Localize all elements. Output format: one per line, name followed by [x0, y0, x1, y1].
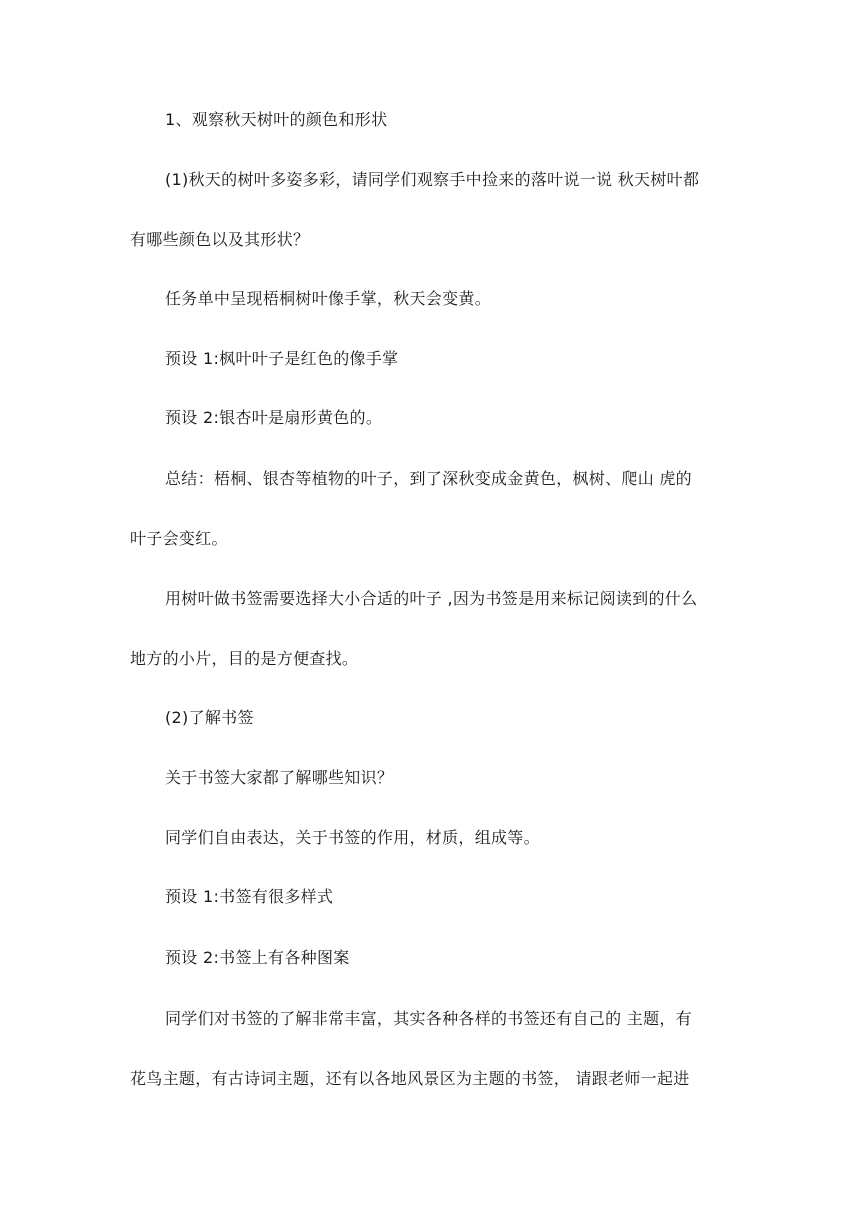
paragraph-line: 任务单中呈现梧桐树叶像手掌，秋天会变黄。 [165, 289, 492, 308]
paragraph-line: 预设 1:枫叶叶子是红色的像手掌 [165, 349, 399, 368]
section-heading: 1、观察秋天树叶的颜色和形状 [165, 110, 388, 129]
paragraph-line: 叶子会变红。 [130, 529, 228, 548]
subsection-heading: (2)了解书签 [165, 708, 254, 727]
paragraph-line: 有哪些颜色以及其形状？ [130, 230, 310, 249]
paragraph-line: 总结：梧桐、银杏等植物的叶子，到了深秋变成金黄色，枫树、爬山 虎的 [165, 469, 692, 488]
paragraph-line: 预设 2:银杏叶是扇形黄色的。 [165, 408, 383, 427]
paragraph-line: 同学们对书签的了解非常丰富，其实各种各样的书签还有自己的 主题，有 [165, 1009, 692, 1028]
paragraph-line: 预设 1:书签有很多样式 [165, 887, 334, 906]
paragraph-line: (1)秋天的树叶多姿多彩，请同学们观察手中捡来的落叶说一说 秋天树叶都 [165, 170, 700, 189]
paragraph-line: 同学们自由表达，关于书签的作用，材质，组成等。 [165, 828, 540, 847]
paragraph-line: 关于书签大家都了解哪些知识？ [165, 768, 394, 787]
paragraph-line: 花鸟主题，有古诗词主题，还有以各地风景区为主题的书签， 请跟老师一起进 [130, 1069, 690, 1088]
paragraph-line: 用树叶做书签需要选择大小合适的叶子 ,因为书签是用来标记阅读到的什么 [165, 589, 698, 608]
paragraph-line: 地方的小片，目的是方便查找。 [130, 649, 359, 668]
paragraph-line: 预设 2:书签上有各种图案 [165, 948, 350, 967]
